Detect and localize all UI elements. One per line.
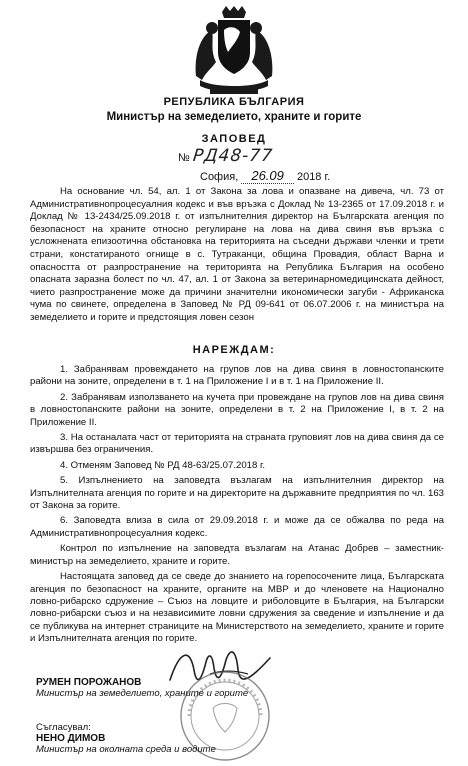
- order-date-line: [200, 168, 330, 183]
- ministry-name: Министър на земеделието, храните и горите: [106, 111, 362, 123]
- preamble-text: На основание чл. 54, ал. 1 от Закона за лова и опазване на дивеча, чл. 73 от Административнопроцесуалния кодекс и във връзка с Доклад № 13-2365 от 17.09.2018 г. и Доклад № 13-2434/25.09.2018 г. от изпълнителния директор на Българската агенция по безопасност на храните относно регулиране на лова на дива свиня във връзка с усложнената епизоотична обстановка на територията на съседни държави членки и трети страни, констатираното огнище в с. Тутраканци, община Провадия, област Варна и опасността от разпространение на територията на Република България на особено опасната заразна болест по чл. 47, ал. 1 от Закона за ветеринарномедицинската дейност, чието разпространение може да причини значителни икономически загуби - Африканска чума по свинете, определена в Заповед № РД 09-641 от 06.07.2006 г. на министъра на земеделието и горите и предстоящия ловен сезон: [30, 186, 444, 323]
- paragraph-1: 1. Забранявам провеждането на групов лов на дива свиня в ловностопанските райони на зоните, определени в т. 1 на Приложение I и в т. 1 на Приложение II.: [30, 364, 444, 388]
- agreed-block: [36, 722, 216, 755]
- date-value: 26.09: [241, 168, 294, 184]
- coat-of-arms-icon: [192, 6, 276, 96]
- paragraph-3: 3. На останалата част от територията на страната груповият лов на дива свиня да се извършва без ограничения.: [30, 432, 444, 456]
- agreed-name: НЕНО ДИМОВ: [36, 733, 106, 744]
- agreed-label: Съгласувал:: [36, 722, 91, 733]
- agreed-title: Министър на околната среда и водите: [36, 744, 216, 755]
- decree-title: НАРЕЖДАМ:: [192, 344, 276, 356]
- paragraph-4: 4. Отменям Заповед № РД 48-63/25.07.2018 г.: [60, 459, 265, 471]
- order-title: ЗАПОВЕД: [201, 133, 267, 145]
- order-number: РД48-77: [191, 146, 274, 166]
- paragraph-2: 2. Забранявам използването на кучета при провеждане на групов лов на дива свиня в ловностопанските райони на зоните, определени в т. 2 на Приложение I, в т. 2 на Приложение II.: [30, 391, 444, 428]
- signatory-title: Министър на земеделието, храните и горите: [36, 688, 249, 699]
- paragraph-5: 5. Изпълнението на заповедта възлагам на изпълнителния директор на Изпълнителната агенция по горите и на директорите на държавните предприятия по чл. 163 от Закона за горите.: [30, 475, 444, 512]
- date-year: 2018 г.: [296, 171, 331, 183]
- signatory-name: РУМЕН ПОРОЖАНОВ: [36, 677, 142, 688]
- order-body: [30, 364, 444, 649]
- country-name: РЕПУБЛИКА БЪЛГАРИЯ: [163, 96, 305, 108]
- order-number-prefix: №: [178, 152, 190, 164]
- order-number-line: [178, 146, 273, 166]
- paragraph-6: 6. Заповедта влиза в сила от 29.09.2018 г. и може да се обжалва по реда на Административнопроцесуалния кодекс.: [30, 515, 444, 539]
- date-prefix: София,: [200, 171, 239, 183]
- paragraph-notification: Настоящата заповед да се сведе до знанието на горепосочените лица, Българската агенция по безопасност на храните, органите на МВР и до членовете на Национално ловно-рибарско сдружение – Съюз на ловците и риболовците в България, на Български ловно-рибарски съюз и на независимите ловни сдружения за сведение и изпълнение и да се публикува на интернет страниците на Министерството на земеделието, храните и горите и Изпълнителната агенция по горите.: [30, 571, 444, 645]
- signatory-block: [36, 677, 248, 699]
- paragraph-control: Контрол по изпълнение на заповедта възлагам на Атанас Добрев – заместник-министър на земеделието, храните и горите.: [30, 543, 444, 567]
